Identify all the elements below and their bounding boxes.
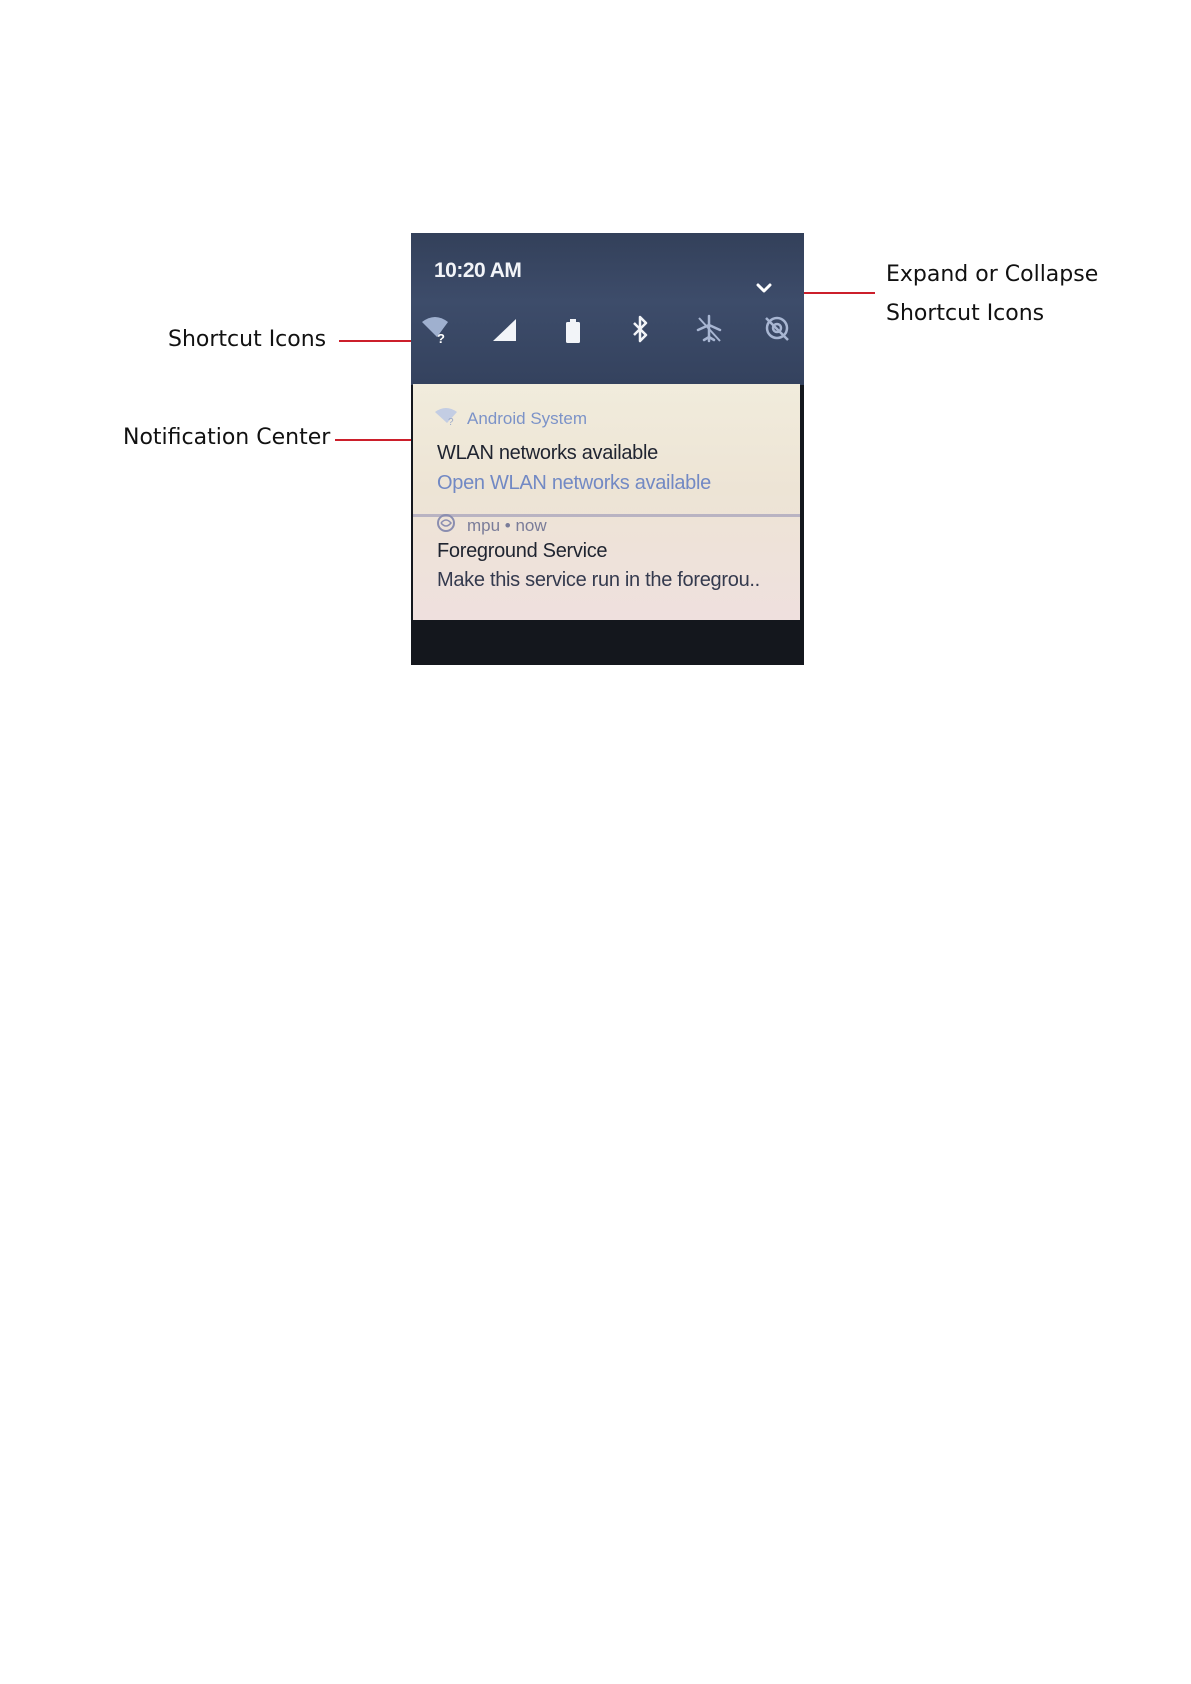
notification-app-name: Android System	[467, 408, 587, 428]
bluetooth-icon[interactable]	[625, 313, 655, 345]
phone-screen	[411, 233, 804, 665]
notification-title: WLAN networks available	[437, 442, 658, 464]
battery-icon[interactable]	[558, 313, 588, 345]
notification-header	[434, 406, 587, 431]
expand-collapse-callout-line2: Shortcut Icons	[886, 301, 1045, 326]
svg-text:?: ?	[448, 417, 454, 426]
chevron-down-icon[interactable]	[755, 281, 773, 295]
notification-card[interactable]	[413, 515, 800, 620]
shortcut-icons-row	[411, 313, 804, 349]
airplane-mode-icon[interactable]	[694, 313, 724, 345]
quick-settings-bar	[411, 233, 804, 385]
notification-header	[434, 513, 547, 538]
status-time: 10:20 AM	[434, 259, 522, 282]
wifi-unknown-icon[interactable]	[420, 313, 450, 345]
svg-text:?: ?	[437, 331, 445, 345]
notification-center-callout: Notification Center	[123, 425, 331, 450]
app-icon	[434, 513, 467, 538]
shortcut-icons-callout: Shortcut Icons	[168, 327, 327, 352]
notification-card[interactable]	[413, 384, 800, 514]
shortcut-icons-leader-line	[339, 340, 422, 342]
wifi-unknown-icon	[434, 406, 467, 431]
notification-text: Open WLAN networks available	[437, 472, 711, 494]
location-off-icon[interactable]	[762, 313, 792, 345]
cellular-signal-icon[interactable]	[490, 313, 520, 345]
expand-collapse-callout-line1: Expand or Collapse	[886, 262, 1099, 287]
notification-center	[413, 384, 800, 620]
notification-text: Make this service run in the foregrou..	[437, 569, 760, 591]
notification-app-name: mpu • now	[467, 515, 547, 535]
notification-title: Foreground Service	[437, 540, 608, 562]
